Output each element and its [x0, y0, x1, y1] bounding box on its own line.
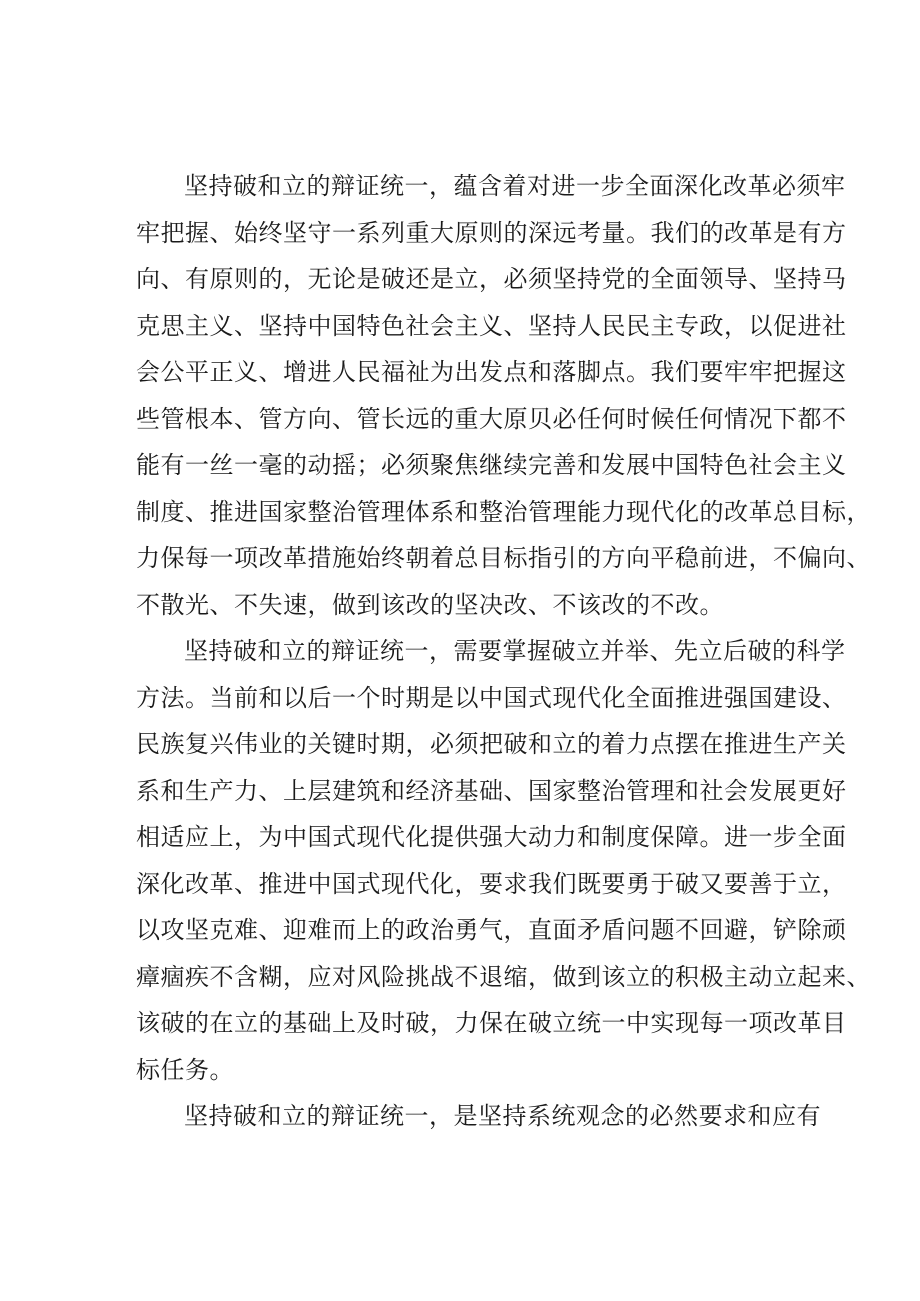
- paragraph-1-line-3: 向、有原则的，无论是破还是立，必须坚持党的全面领导、坚持马: [136, 265, 847, 293]
- paragraph-2-line-8: 瘴痼疾不含糊，应对风险挑战不退缩，做到该立的积极主动立起来、: [136, 962, 871, 991]
- paragraph-2-line-3: 民族复兴伟业的关键时期，必须把破和立的着力点摆在推进生产关: [136, 730, 847, 758]
- paragraph-2-line-9: 该破的在立的基础上及时破，力保在破立统一中实现每一项改革目: [136, 1009, 847, 1037]
- paragraph-2-line-10: 标任务。: [136, 1055, 234, 1084]
- paragraph-3-line-1: 坚持破和立的辩证统一，是坚持系统观念的必然要求和应有: [184, 1102, 821, 1130]
- paragraph-1-line-7: 能有一丝一毫的动摇；必须聚焦继续完善和发展中国特色社会主义: [136, 451, 847, 479]
- paragraph-2: [136, 628, 871, 1093]
- paragraph-2-line-4: 系和生产力、上层建筑和经济基础、国家整治管理和社会发展更好: [136, 776, 847, 805]
- paragraph-2-line-2: 方法。当前和以后一个时期是以中国式现代化全面推进强国建设、: [136, 683, 847, 712]
- paragraph-2-line-6: 深化改革、推进中国式现代化，要求我们既要勇于破又要善于立，: [136, 869, 847, 898]
- paragraph-1-line-6: 些管根本、管方向、管长远的重大原贝必任何时候任何情况下都不: [136, 404, 847, 433]
- paragraph-1-line-10: 不散光、不失速，做到该改的坚决改、不该改的不改。: [136, 590, 724, 619]
- paragraph-1-line-9: 力保每一项改革措施始终朝着总目标指引的方向平稳前进，不偏向、: [136, 544, 871, 572]
- paragraph-1-line-1: 坚持破和立的辩证统一，蕴含着对进一步全面深化改革必须牢: [184, 172, 846, 200]
- paragraph-2-line-7: 以攻坚克难、迎难而上的政治勇气，直面矛盾问题不回避，铲除顽: [136, 916, 847, 944]
- paragraph-1: [136, 163, 871, 628]
- paragraph-1-line-8: 制度、推进国家整治管理体系和整治管理能力现代化的改革总目标，: [136, 497, 871, 526]
- paragraph-1-line-4: 克思主义、坚持中国特色社会主义、坚持人民民主专政，以促进社: [136, 311, 847, 340]
- paragraph-2-line-5: 相适应上，为中国式现代化提供强大动力和制度保障。进一步全面: [136, 823, 847, 851]
- paragraph-3: [136, 1093, 821, 1140]
- paragraph-1-line-2: 牢把握、始终坚守一系列重大原则的深远考量。我们的改革是有方: [136, 218, 847, 247]
- paragraph-1-line-5: 会公平正义、增进人民福祉为出发点和落脚点。我们要牢牢把握这: [136, 358, 847, 386]
- paragraph-2-line-1: 坚持破和立的辩证统一，需要掌握破立并举、先立后破的科学: [184, 637, 846, 665]
- document-body: [136, 163, 871, 1140]
